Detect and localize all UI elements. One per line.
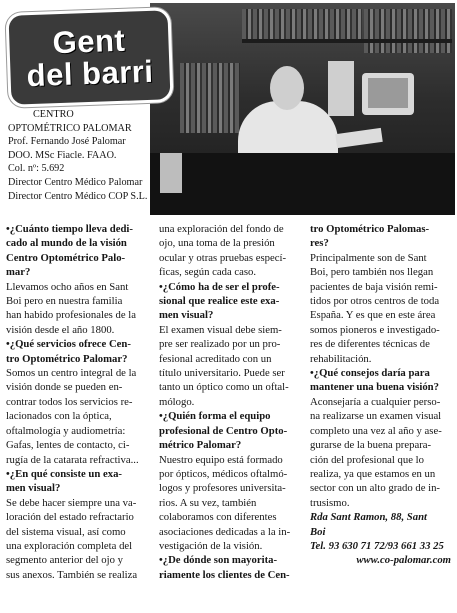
answer-line: na realizarse un examen visual bbox=[310, 410, 442, 423]
answer-line: mólogo. bbox=[159, 395, 195, 408]
question-line: cado al mundo de la visión bbox=[6, 237, 127, 250]
answer-line: El examen visual debe siem- bbox=[159, 323, 282, 336]
question-line: tro Optométrico Palomas- bbox=[310, 223, 430, 235]
answer-line: logos y profesores universita- bbox=[159, 482, 286, 495]
answer-line: rios. A su vez, también bbox=[159, 496, 257, 509]
question-line: tro Optométrico Palomar? bbox=[6, 352, 128, 365]
credit-line: OPTOMÉTRICO PALOMAR bbox=[8, 122, 132, 134]
badge-title-line1: Gent bbox=[52, 22, 126, 61]
question-line: profesional de Centro Opto- bbox=[159, 424, 288, 437]
answer-line: ficas, según cada caso. bbox=[159, 266, 257, 279]
question-line: mar? bbox=[6, 266, 31, 279]
question-line: •¿Cómo ha de ser el profe- bbox=[159, 280, 280, 293]
question-line: •¿Cuánto tiempo lleva dedi- bbox=[6, 223, 133, 235]
answer-line: ocular y otras pruebas especí- bbox=[159, 251, 287, 264]
answer-line: Boi pero en nuestra familia bbox=[6, 295, 123, 308]
answer-line: gurarse de la buena prepara- bbox=[310, 439, 432, 452]
answer-line: ción del profesional que lo bbox=[310, 453, 424, 466]
bookshelf-left bbox=[180, 63, 240, 133]
answer-line: una exploración completa del bbox=[6, 539, 133, 552]
answer-line: rehabilitación. bbox=[310, 352, 372, 365]
question-line: •¿De dónde son mayorita- bbox=[159, 554, 278, 567]
question-line: •¿Quién forma el equipo bbox=[159, 410, 271, 423]
credit-line: Prof. Fernando José Palomar bbox=[8, 136, 126, 148]
answer-line: han habido profesionales de la bbox=[6, 309, 136, 322]
answer-line: tidos por otros centros de toda bbox=[310, 295, 440, 308]
answer-line: loración del estado refractario bbox=[6, 511, 134, 524]
credits-block bbox=[8, 108, 150, 203]
badge-title-line2: del barri bbox=[26, 53, 155, 94]
answer-line: res de diferentes técnicas de bbox=[310, 338, 430, 351]
answer-line: Principalmente son de Sant bbox=[310, 251, 427, 264]
question-line: métrico Palomar? bbox=[159, 439, 242, 452]
answer-line: completo una vez al año y ase- bbox=[310, 424, 442, 437]
monitor-screen bbox=[368, 78, 408, 108]
answer-line: oftalmología y audiometría: bbox=[6, 424, 126, 437]
answer-line: realiza, ya que estamos en un bbox=[310, 467, 436, 480]
answer-line: una exploración del fondo de bbox=[159, 223, 284, 235]
answer-line: del sistema visual, así como bbox=[6, 525, 126, 538]
answer-line: lacionados con la óptica, bbox=[6, 410, 112, 423]
answer-line: contrar todos los servicios re- bbox=[6, 395, 133, 408]
answer-line: Gafas, lentes de contacto, ci- bbox=[6, 439, 130, 452]
answer-line: Llevamos ocho años en Sant bbox=[6, 280, 129, 293]
address-line: www.co-palomar.com bbox=[356, 554, 451, 567]
question-line: Centro Optométrico Palo- bbox=[6, 251, 126, 264]
credit-line: Director Centro Médico Palomar bbox=[8, 176, 143, 188]
credit-line: DOO. MSc Fiacle. FAAO. bbox=[8, 149, 117, 161]
answer-line: somos pioneros e investigado- bbox=[310, 323, 440, 336]
bookshelf-top bbox=[242, 9, 362, 39]
question-line: •¿En qué consiste un exa- bbox=[6, 467, 122, 480]
answer-line: sector con un alto grado de in- bbox=[310, 482, 440, 495]
answer-line: ojo, una toma de la presión bbox=[159, 237, 275, 250]
answer-line: Boi, pero también nos llegan bbox=[310, 266, 434, 279]
answer-line: título universitario. Puede ser bbox=[159, 367, 285, 380]
answer-line: rugía de la catarata refractiva... bbox=[6, 453, 139, 466]
answer-line: vestigación de la visión. bbox=[159, 539, 263, 552]
question-line: mantener una buena visión? bbox=[310, 381, 439, 394]
person-head bbox=[270, 66, 304, 110]
desk bbox=[150, 153, 455, 215]
article-column-3 bbox=[310, 222, 451, 568]
question-line: sional que realice este exa- bbox=[159, 295, 280, 308]
desk-papers bbox=[335, 128, 383, 148]
credit-line: CENTRO bbox=[33, 109, 74, 120]
answer-line: Somos un centro integral de la bbox=[6, 367, 137, 380]
answer-line: trusismo. bbox=[310, 496, 350, 509]
shelf-board bbox=[242, 39, 452, 43]
credit-line: Col. nº: 5.692 bbox=[8, 163, 65, 175]
question-line: men visual? bbox=[159, 309, 214, 322]
question-line: riamente los clientes de Cen- bbox=[159, 568, 290, 581]
address-line: Tel. 93 630 71 72/93 661 33 25 bbox=[310, 539, 444, 552]
credit-line: Director Centro Médico COP S.L. bbox=[8, 190, 148, 202]
question-line: men visual? bbox=[6, 482, 61, 495]
answer-line: sus anexos. También se realiza bbox=[6, 568, 138, 581]
address-line: Rda Sant Ramon, 88, Sant bbox=[310, 511, 428, 524]
answer-line: Nuestro equipo está formado bbox=[159, 453, 283, 466]
answer-line: España. Y es que en este área bbox=[310, 309, 436, 322]
answer-line: Se debe hacer siempre una va- bbox=[6, 496, 137, 509]
answer-line: Aconsejaría a cualquier perso- bbox=[310, 395, 441, 408]
answer-line: pacientes de baja visión remi- bbox=[310, 280, 438, 293]
answer-line: colaboramos con diferentes bbox=[159, 511, 277, 524]
question-line: •¿Qué servicios ofrece Cen- bbox=[6, 338, 131, 351]
computer-tower bbox=[328, 61, 354, 116]
answer-line: segmento anterior del ojo y bbox=[6, 554, 123, 567]
desk-sign bbox=[160, 153, 182, 193]
answer-line: visión desde el año 1800. bbox=[6, 323, 115, 336]
answer-line: por ópticos, médicos oftalmó- bbox=[159, 467, 288, 480]
answer-line: asociaciones dedicadas a la in- bbox=[159, 525, 291, 538]
question-line: res? bbox=[310, 237, 329, 250]
article-column-2 bbox=[159, 222, 297, 582]
answer-line: visión donde se pueden en- bbox=[6, 381, 123, 394]
section-badge bbox=[8, 10, 170, 104]
bookshelf-right bbox=[364, 9, 452, 53]
answer-line: tanto un óptico como un oftal- bbox=[159, 381, 289, 394]
answer-line: fesional acreditado con un bbox=[159, 352, 272, 365]
article-column-1 bbox=[6, 222, 147, 582]
answer-line: pre ser realizado por un pro- bbox=[159, 338, 281, 351]
office-photo bbox=[150, 3, 455, 215]
question-line: •¿Qué consejos daría para bbox=[310, 367, 430, 380]
address-line: Boi bbox=[310, 525, 326, 538]
